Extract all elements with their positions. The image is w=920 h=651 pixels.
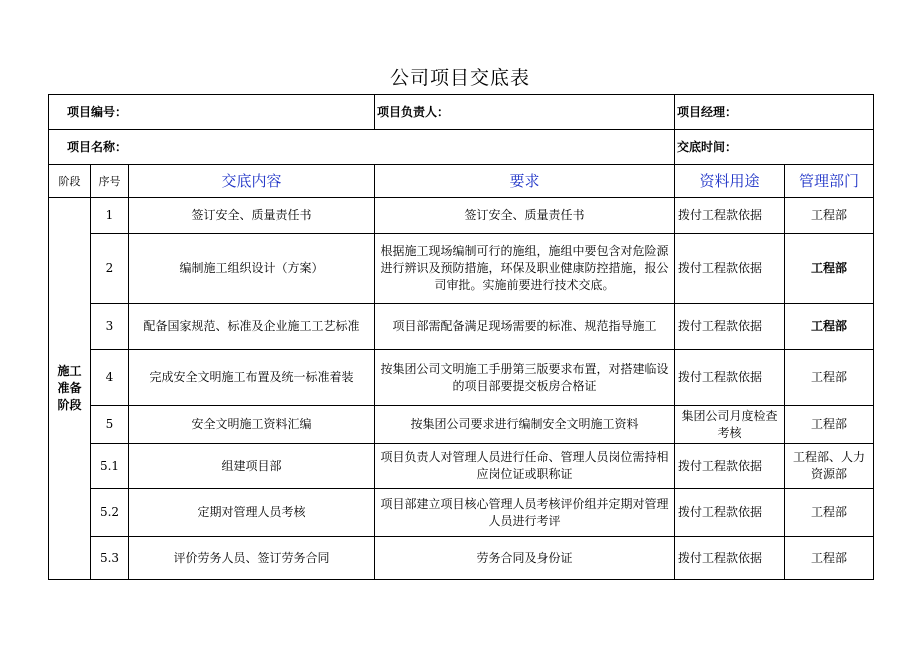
seq-cell: 5.1	[91, 444, 129, 489]
dept-cell: 工程部	[785, 234, 874, 304]
info-row-2	[49, 130, 874, 165]
usage-cell: 拨付工程款依据	[675, 537, 785, 580]
dept-cell: 工程部	[785, 304, 874, 350]
content-cell: 完成安全文明施工布置及统一标准着装	[129, 350, 375, 406]
project-no-cell[interactable]: 项目编号：	[49, 95, 375, 130]
usage-cell: 拨付工程款依据	[675, 234, 785, 304]
requirement-cell: 签订安全、质量责任书	[375, 198, 675, 234]
seq-cell: 5	[91, 406, 129, 444]
content-cell: 编制施工组织设计（方案）	[129, 234, 375, 304]
usage-cell: 集团公司月度检查考核	[675, 406, 785, 444]
usage-cell: 拨付工程款依据	[675, 489, 785, 537]
table-row	[49, 489, 874, 537]
requirement-cell: 项目部建立项目核心管理人员考核评价组并定期对管理人员进行考评	[375, 489, 675, 537]
table-row	[49, 350, 874, 406]
dept-cell: 工程部	[785, 537, 874, 580]
dept-cell: 工程部	[785, 489, 874, 537]
header-content: 交底内容	[129, 165, 375, 198]
usage-cell: 拨付工程款依据	[675, 198, 785, 234]
dept-cell: 工程部	[785, 198, 874, 234]
table-row	[49, 406, 874, 444]
handover-table	[48, 94, 874, 580]
info-row-1	[49, 95, 874, 130]
content-cell: 组建项目部	[129, 444, 375, 489]
requirement-cell: 按集团公司文明施工手册第三版要求布置，对搭建临设的项目部要提交板房合格证	[375, 350, 675, 406]
table-row	[49, 444, 874, 489]
header-row	[49, 165, 874, 198]
seq-cell: 5.3	[91, 537, 129, 580]
dept-cell: 工程部、人力资源部	[785, 444, 874, 489]
content-cell: 定期对管理人员考核	[129, 489, 375, 537]
project-manager-cell[interactable]: 项目经理：	[675, 95, 874, 130]
requirement-cell: 项目部需配备满足现场需要的标准、规范指导施工	[375, 304, 675, 350]
header-usage: 资料用途	[675, 165, 785, 198]
dept-cell: 工程部	[785, 350, 874, 406]
dept-cell: 工程部	[785, 406, 874, 444]
table-row	[49, 234, 874, 304]
seq-cell: 2	[91, 234, 129, 304]
document-title: 公司项目交底表	[389, 67, 530, 89]
table-row	[49, 304, 874, 350]
table-row	[49, 198, 874, 234]
phase-cell	[49, 198, 91, 580]
header-seq: 序号	[91, 165, 129, 198]
requirement-cell: 劳务合同及身份证	[375, 537, 675, 580]
content-cell: 配备国家规范、标准及企业施工工艺标准	[129, 304, 375, 350]
requirement-cell: 项目负责人对管理人员进行任命、管理人员岗位需持相应岗位证或职称证	[375, 444, 675, 489]
seq-cell: 5.2	[91, 489, 129, 537]
seq-cell: 4	[91, 350, 129, 406]
content-cell: 评价劳务人员、签订劳务合同	[129, 537, 375, 580]
project-name-cell[interactable]: 项目名称：	[49, 130, 675, 165]
seq-cell: 1	[91, 198, 129, 234]
usage-cell: 拨付工程款依据	[675, 304, 785, 350]
phase-label: 施工准备阶段	[57, 364, 82, 412]
project-lead-cell[interactable]: 项目负责人：	[375, 95, 675, 130]
content-cell: 安全文明施工资料汇编	[129, 406, 375, 444]
table-row	[49, 537, 874, 580]
header-requirement: 要求	[375, 165, 675, 198]
requirement-cell: 按集团公司要求进行编制安全文明施工资料	[375, 406, 675, 444]
requirement-cell: 根据施工现场编制可行的施组，施组中要包含对危险源进行辨识及预防措施，环保及职业健康防控措施，报公司审批。实施前要进行技术交底。	[375, 234, 675, 304]
header-phase: 阶段	[49, 165, 91, 198]
seq-cell: 3	[91, 304, 129, 350]
handover-time-cell[interactable]: 交底时间：	[675, 130, 874, 165]
usage-cell: 拨付工程款依据	[675, 444, 785, 489]
header-dept: 管理部门	[785, 165, 874, 198]
usage-cell: 拨付工程款依据	[675, 350, 785, 406]
content-cell: 签订安全、质量责任书	[129, 198, 375, 234]
